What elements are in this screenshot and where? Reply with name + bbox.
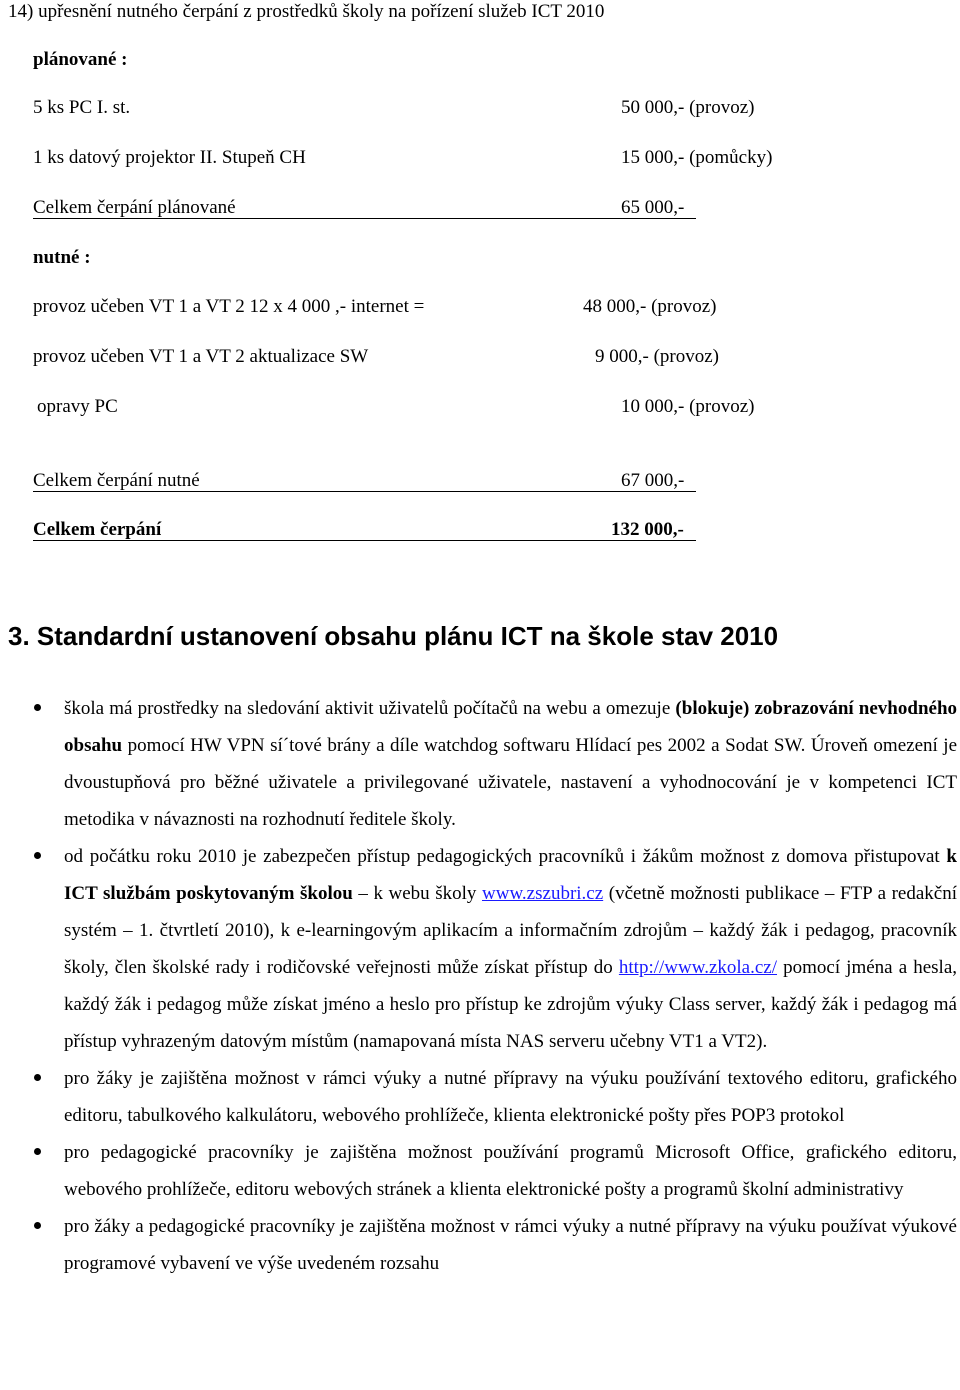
bullet-text: pro žáky je zajištěna možnost v rámci výuky a nutné přípravy na výuku používání textového editoru, grafického editoru, tabulkového kalkulátoru, webového prohlížeče, klienta elektronické pošty přes POP3 protokol — [64, 1068, 957, 1126]
bullet-icon — [34, 1148, 41, 1155]
list-item — [64, 838, 957, 1060]
school-web-link[interactable]: www.zszubri.cz — [482, 883, 604, 904]
list-item — [64, 1208, 957, 1282]
planned-item-1: 5 ks PC I. st. — [33, 97, 131, 118]
planned-amount-1: 50 000,- (provoz) — [621, 97, 755, 118]
bullet-text: pro žáky a pedagogické pracovníky je zajištěna možnost v rámci výuky a nutné přípravy na výuku používat výukové programové vybavení ve výše uvedeném rozsahu — [64, 1216, 957, 1274]
bullet-text: (včetně možnosti publikace – FTP a redakční systém – 1. čtvrtletí 2010), k e-learningovým aplikacím a informačním zdrojům – každý žák i pedagog, pracovník školy, člen školské rady i rodičovské veřejnosti může získat přístup do — [64, 883, 957, 978]
section-heading: 3. Standardní ustanovení obsahu plánu ICT na škole stav 2010 — [8, 621, 779, 651]
bullet-text: od počátku roku 2010 je zabezpečen přístup pedagogických pracovníků i žákům možnost z domova přistupovat — [64, 846, 947, 867]
bullet-icon — [34, 1222, 41, 1229]
required-amount-2: 9 000,- (provoz) — [595, 346, 719, 367]
planned-total-amount: 65 000,- — [621, 197, 685, 218]
bullet-text: škola má prostředky na sledování aktivit uživatelů počítačů na webu a omezuje — [64, 698, 676, 719]
required-item-3: opravy PC — [37, 396, 118, 417]
bullet-bold-text: (blokuje) zobrazování nevhodného obsahu — [64, 698, 958, 756]
required-label: nutné : — [33, 247, 91, 268]
bullet-icon — [34, 1074, 41, 1081]
bullet-text: pomocí jména a hesla, každý žák i pedagog může získat jméno a heslo pro přístup ke zdrojům výuky Class server, každý žák i pedagog má přístup vyhrazeným datovým místům (namapovaná místa NAS serveru učebny VT1 a VT2). — [64, 957, 958, 1052]
list-item — [64, 1060, 957, 1134]
planned-item-2: 1 ks datový projektor II. Stupeň CH — [33, 147, 306, 168]
bullet-bold-text: k ICT službám poskytovaným školou — [64, 846, 957, 904]
grand-total-label: Celkem čerpání — [33, 519, 162, 540]
bullet-list — [64, 690, 957, 1282]
required-total-underline — [33, 491, 696, 492]
bullet-icon — [34, 852, 41, 859]
planned-label: plánované : — [33, 49, 128, 70]
planned-amount-2: 15 000,- (pomůcky) — [621, 147, 773, 168]
required-total-label: Celkem čerpání nutné — [33, 470, 200, 491]
required-amount-1: 48 000,- (provoz) — [583, 296, 717, 317]
list-item — [64, 1134, 957, 1208]
section-title: 14) upřesnění nutného čerpání z prostředků školy na pořízení služeb ICT 2010 — [8, 1, 605, 22]
required-item-2: provoz učeben VT 1 a VT 2 aktualizace SW — [33, 346, 369, 367]
bullet-text: pro pedagogické pracovníky je zajištěna možnost používání programů Microsoft Office, grafického editoru, webového prohlížeče, editoru webových stránek a klienta elektronické pošty a programů školní administrativy — [64, 1142, 957, 1200]
planned-total-underline — [33, 218, 696, 219]
bullet-text: – k webu školy — [352, 883, 482, 904]
planned-total-label: Celkem čerpání plánované — [33, 197, 236, 218]
bullet-icon — [34, 704, 41, 711]
bullet-text: pomocí HW VPN sí´tové brány a díle watchdog softwaru Hlídací pes 2002 a Sodat SW. Úroveň omezení je dvoustupňová pro běžné uživatele a privilegované uživatele, nastavení a vyhodnocování je v kompetenci ICT metodika v návaznosti na rozhodnutí ředitele školy. — [64, 735, 957, 830]
grand-total-underline — [33, 540, 696, 541]
list-item — [64, 690, 957, 838]
required-item-1: provoz učeben VT 1 a VT 2 12 x 4 000 ,- internet = — [33, 296, 425, 317]
required-total-amount: 67 000,- — [621, 470, 685, 491]
grand-total-amount: 132 000,- — [611, 519, 684, 540]
required-amount-3: 10 000,- (provoz) — [621, 396, 755, 417]
zkola-link[interactable]: http://www.zkola.cz/ — [618, 957, 778, 978]
